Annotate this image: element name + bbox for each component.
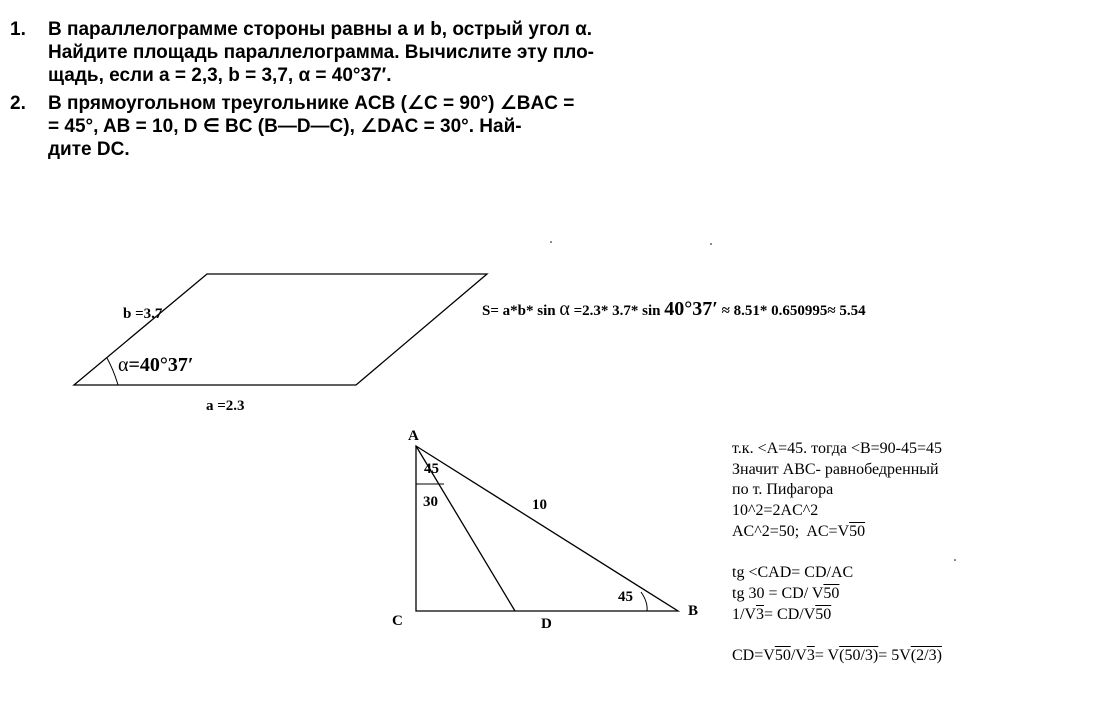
side-b-label: b =3.7 xyxy=(123,306,163,322)
solution-line-1: т.к. <A=45. тогда <B=90-45=45 xyxy=(732,440,943,457)
problem-1-line-2: Найдите площадь параллелограмма. Вычислите эту пло- xyxy=(48,42,594,63)
solution-line-2: Значит ABC- равнобедренный xyxy=(732,460,939,478)
triangle-acb xyxy=(416,446,678,611)
solution-line-9-text: /V xyxy=(790,646,807,664)
sqrt-radicand: 3 xyxy=(806,646,815,664)
problem-2-line-2: = 45°, AB = 10, D ∈ BC (B—D—C), ∠DAC = 30°. Най- xyxy=(48,116,522,137)
stray-dot xyxy=(550,241,552,243)
vertex-b-label: B xyxy=(688,603,699,619)
parallelogram-angle-arc xyxy=(107,358,118,385)
sqrt-radicand: (2/3) xyxy=(910,646,942,664)
angle-value: =40°37′ xyxy=(128,354,194,376)
problem-2-number: 2. xyxy=(10,93,26,114)
vertex-c-label: C xyxy=(392,613,403,629)
solution-line-7 xyxy=(732,584,942,605)
solution-blank xyxy=(732,625,942,646)
solution-line-9-text: CD=V xyxy=(732,646,775,664)
formula-part-3: ≈ 8.51* 0.650995≈ 5.54 xyxy=(717,303,866,319)
solution-block xyxy=(732,439,942,667)
problem-2-line-1: В прямоугольном треугольнике ACB (∠C = 90°) ∠BAC = xyxy=(48,93,575,114)
stray-dot xyxy=(954,559,956,561)
formula-alpha: α xyxy=(559,298,570,320)
sqrt-radicand: (50/3) xyxy=(839,646,879,664)
formula-angle: 40°37′ xyxy=(664,298,718,320)
area-formula xyxy=(482,298,866,321)
solution-line-8 xyxy=(732,605,942,626)
sqrt-radicand: 50 xyxy=(823,584,840,602)
solution-line-3: по т. Пифагора xyxy=(732,481,834,499)
alpha-symbol: α xyxy=(118,354,129,376)
problem-2-line-3: дите DC. xyxy=(48,139,130,160)
side-a-label: a =2.3 xyxy=(206,398,245,414)
formula-part-2: =2.3* 3.7* sin xyxy=(569,303,665,319)
angle-dac-label: 30 xyxy=(423,494,438,510)
solution-line-5-text: AC^2=50; AC=V xyxy=(732,522,850,540)
formula-part-1: S= a*b* sin xyxy=(482,303,556,319)
solution-line-9 xyxy=(732,646,942,667)
stray-dot xyxy=(710,243,712,245)
solution-line-4: 10^2=2AC^2 xyxy=(732,502,819,520)
solution-line-8-text: = CD/V xyxy=(764,605,816,623)
vertex-a-label: A xyxy=(408,428,419,444)
problem-1-line-1: В параллелограмме стороны равны a и b, острый угол α. xyxy=(48,19,593,40)
angle-b-label: 45 xyxy=(618,589,633,605)
sqrt-radicand: 50 xyxy=(815,605,832,623)
angle-bac-label: 45 xyxy=(424,461,439,477)
sqrt-radicand: 50 xyxy=(774,646,791,664)
solution-blank xyxy=(732,542,942,563)
problem-1-number: 1. xyxy=(10,19,26,40)
sqrt-radicand: 3 xyxy=(756,605,764,623)
solution-line-9-text: = V xyxy=(814,646,840,664)
solution-line-7-text: tg 30 = CD/ V xyxy=(732,584,824,602)
parallelogram-angle-label xyxy=(118,354,194,377)
problem-1-line-3: щадь, если a = 2,3, b = 3,7, α = 40°37′. xyxy=(48,65,392,86)
solution-line-6: tg <CAD= CD/AC xyxy=(732,564,854,582)
solution-line-8-text: 1/V xyxy=(732,605,756,623)
hypotenuse-label: 10 xyxy=(532,497,547,513)
solution-line-9-text: = 5V xyxy=(878,646,911,664)
sqrt-radicand: 50 xyxy=(849,522,866,540)
vertex-d-label: D xyxy=(541,616,552,632)
solution-line-5 xyxy=(732,522,942,543)
angle-b-arc xyxy=(641,592,647,611)
